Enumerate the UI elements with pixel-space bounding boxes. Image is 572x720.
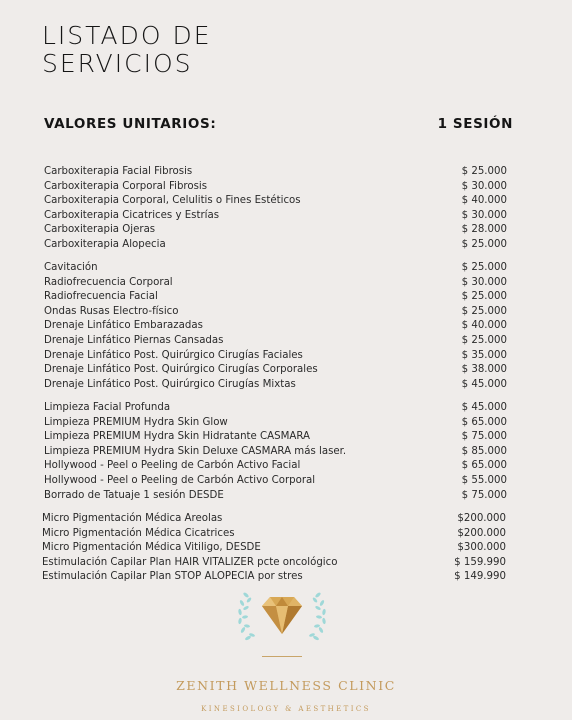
service-price: $ 45.000 xyxy=(461,402,507,413)
service-name: Carboxiterapia Ojeras xyxy=(44,224,156,236)
service-row xyxy=(0,570,572,585)
service-price: $ 40.000 xyxy=(461,320,507,332)
service-row xyxy=(0,319,572,334)
service-row xyxy=(0,512,572,527)
service-row xyxy=(0,556,572,571)
service-row xyxy=(0,489,572,504)
service-name: Estimulación Capilar Plan STOP ALOPECIA por stres xyxy=(42,571,303,583)
service-row xyxy=(0,363,572,378)
service-price: $ 25.000 xyxy=(461,334,507,346)
service-price: $ 40.000 xyxy=(461,195,507,207)
service-price: $ 30.000 xyxy=(461,276,507,288)
header-session: 1 SESIÓN xyxy=(437,116,513,132)
service-price: $ 45.000 xyxy=(461,378,507,390)
service-price: $300.000 xyxy=(457,542,506,554)
service-row xyxy=(0,276,572,291)
service-name: Carboxiterapia Alopecia xyxy=(44,238,166,250)
service-price: $ 25.000 xyxy=(461,291,507,303)
service-name: Drenaje Linfático Post. Quirúrgico Cirugías Mixtas xyxy=(44,378,296,390)
service-name: Carboxiterapia Cicatrices y Estrías xyxy=(44,209,220,221)
service-price: $200.000 xyxy=(457,527,506,539)
service-name: Limpieza Facial Profunda xyxy=(44,402,171,413)
brand-tagline: KINESIOLOGY & AESTHETICS xyxy=(201,705,371,713)
service-row xyxy=(0,430,572,445)
service-price: $ 25.000 xyxy=(461,238,507,250)
service-name: Drenaje Linfático Post. Quirúrgico Cirugías Faciales xyxy=(44,349,303,361)
service-price: $ 65.000 xyxy=(461,416,507,428)
service-price: $200.000 xyxy=(457,513,506,524)
service-name: Carboxiterapia Corporal Fibrosis xyxy=(44,180,208,192)
service-row xyxy=(0,334,572,349)
service-name: Radiofrecuencia Corporal xyxy=(44,276,173,288)
service-price: $ 55.000 xyxy=(461,474,507,486)
service-name: Hollywood - Peel o Peeling de Carbón Activo Corporal xyxy=(44,474,316,486)
service-row xyxy=(0,261,572,276)
service-name: Cavitación xyxy=(44,262,98,273)
service-row xyxy=(0,378,572,393)
brand-name: ZENITH WELLNESS CLINIC xyxy=(176,678,396,693)
service-price: $ 159.990 xyxy=(454,556,506,568)
service-name: Radiofrecuencia Facial xyxy=(44,291,158,303)
service-name: Ondas Rusas Electro-físico xyxy=(44,305,179,317)
service-name: Micro Pigmentación Médica Vitiligo, DESDE xyxy=(42,542,261,554)
service-price: $ 85.000 xyxy=(461,445,507,457)
service-price: $ 75.000 xyxy=(461,489,507,501)
service-row xyxy=(0,541,572,556)
service-name: Drenaje Linfático Post. Quirúrgico Cirugías Corporales xyxy=(44,364,318,376)
divider xyxy=(262,656,302,657)
title-line-1: LISTADO DE xyxy=(42,21,212,50)
service-name: Limpieza PREMIUM Hydra Skin Hidratante CASMARA xyxy=(44,431,311,443)
service-price: $ 30.000 xyxy=(461,180,507,192)
service-group-carboxiterapia xyxy=(0,165,572,253)
service-name: Borrado de Tatuaje 1 sesión DESDE xyxy=(44,489,224,501)
service-row xyxy=(0,165,572,180)
service-name: Micro Pigmentación Médica Cicatrices xyxy=(42,527,235,539)
service-group-body-treatments xyxy=(0,261,572,392)
service-row xyxy=(0,305,572,320)
service-price: $ 25.000 xyxy=(461,305,507,317)
service-name: Carboxiterapia Corporal, Celulitis o Fines Estéticos xyxy=(44,195,301,207)
service-row xyxy=(0,416,572,431)
service-price: $ 149.990 xyxy=(454,571,506,583)
service-price: $ 75.000 xyxy=(461,431,507,443)
service-row xyxy=(0,238,572,253)
service-row xyxy=(0,209,572,224)
service-name: Hollywood - Peel o Peeling de Carbón Activo Facial xyxy=(44,460,301,472)
service-row xyxy=(0,223,572,238)
service-name: Micro Pigmentación Médica Areolas xyxy=(42,513,223,524)
service-row xyxy=(0,527,572,542)
service-row xyxy=(0,474,572,489)
page-title xyxy=(42,22,212,78)
service-name: Drenaje Linfático Piernas Cansadas xyxy=(44,334,224,346)
service-group-facial-cleansing xyxy=(0,401,572,503)
diamond-laurel-icon xyxy=(234,586,330,648)
service-name: Estimulación Capilar Plan HAIR VITALIZER pcte oncológico xyxy=(42,556,338,568)
service-name: Limpieza PREMIUM Hydra Skin Deluxe CASMARA más laser. xyxy=(44,445,347,457)
service-price: $ 28.000 xyxy=(461,224,507,236)
service-name: Limpieza PREMIUM Hydra Skin Glow xyxy=(44,416,228,428)
service-row xyxy=(0,401,572,416)
service-row xyxy=(0,290,572,305)
title-line-2: SERVICIOS xyxy=(42,49,193,78)
service-price: $ 38.000 xyxy=(461,364,507,376)
service-row xyxy=(0,194,572,209)
service-row xyxy=(0,180,572,195)
service-name: Drenaje Linfático Embarazadas xyxy=(44,320,203,332)
service-row xyxy=(0,349,572,364)
service-row xyxy=(0,445,572,460)
service-group-pigmentation-capilar xyxy=(0,512,572,585)
service-row xyxy=(0,459,572,474)
service-price: $ 25.000 xyxy=(461,166,507,177)
service-price: $ 25.000 xyxy=(461,262,507,273)
header-unit-values: VALORES UNITARIOS: xyxy=(44,116,217,132)
service-name: Carboxiterapia Facial Fibrosis xyxy=(44,166,193,177)
service-price: $ 35.000 xyxy=(461,349,507,361)
service-price: $ 65.000 xyxy=(461,460,507,472)
service-price: $ 30.000 xyxy=(461,209,507,221)
